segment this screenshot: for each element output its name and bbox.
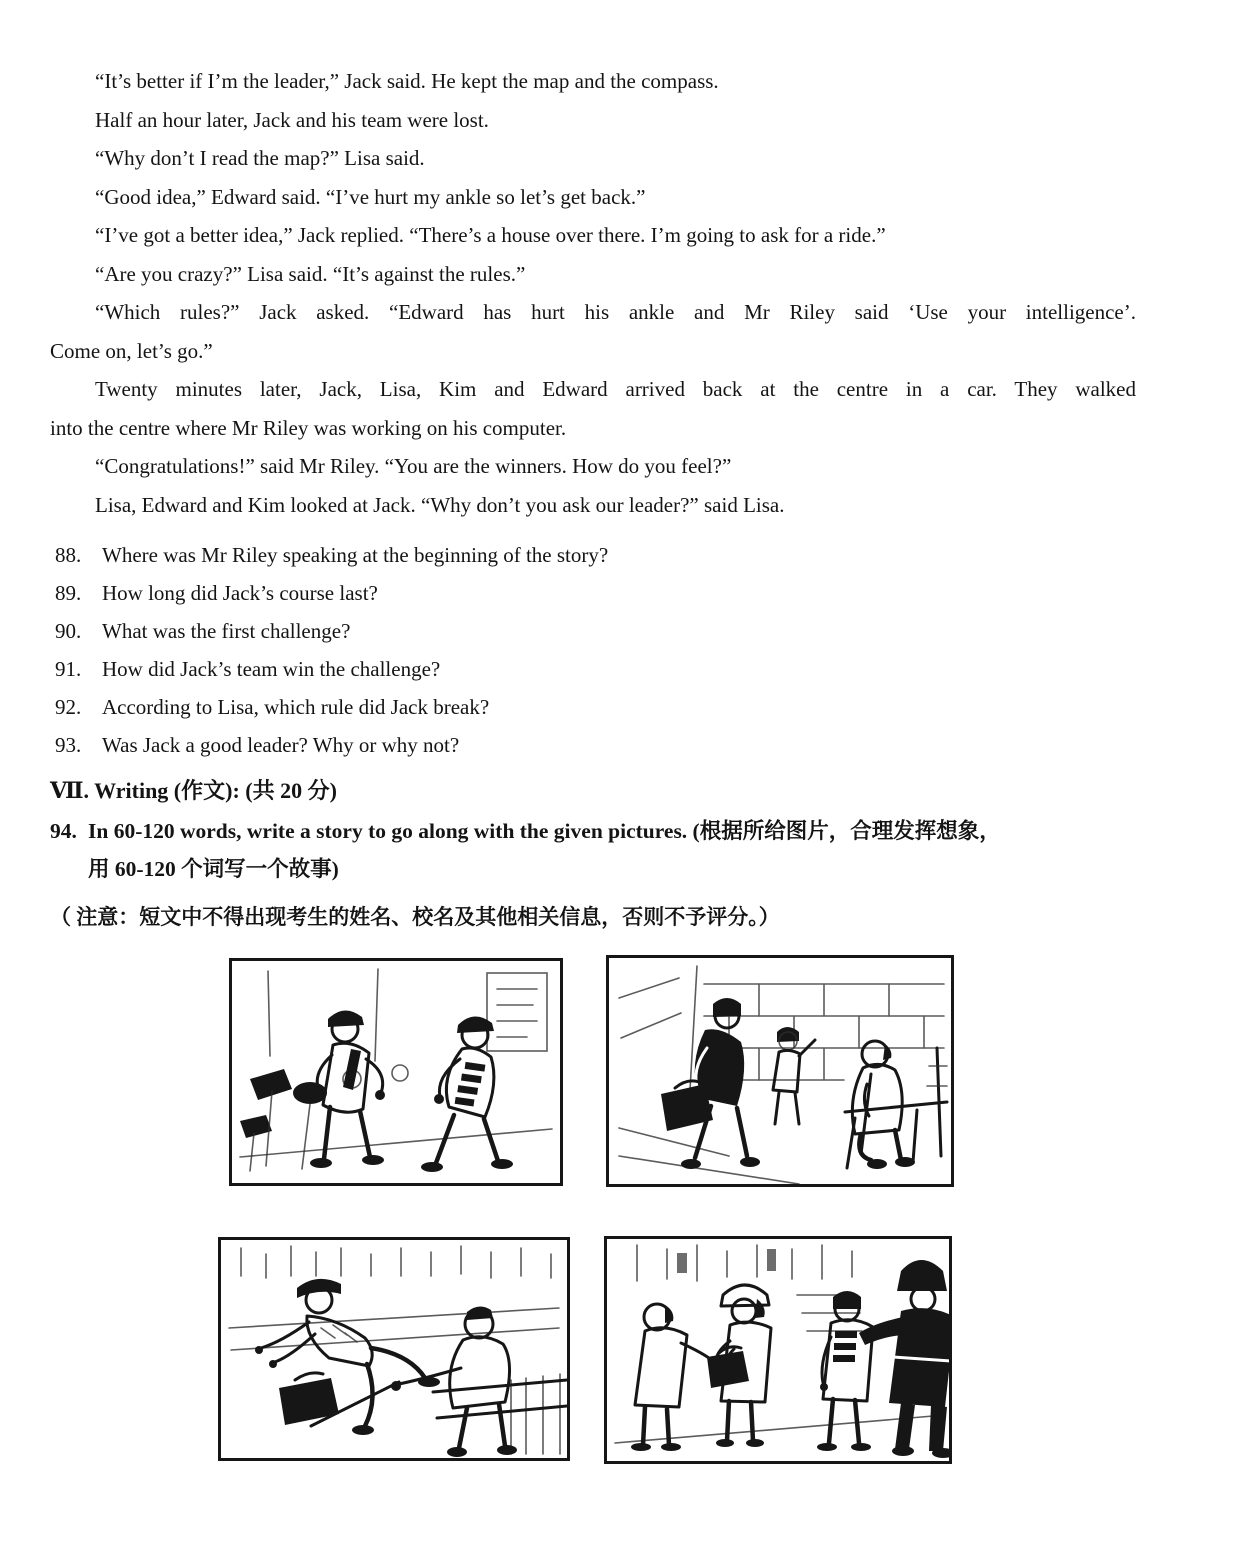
question-90 [50, 612, 1136, 650]
question-text: Was Jack a good leader? Why or why not? [102, 733, 460, 757]
question-number: 88. [55, 543, 82, 567]
striped-scarf [833, 1331, 857, 1362]
question-text: How long did Jack’s course last? [102, 581, 378, 605]
story-line: “Why don’t I read the map?” Lisa said. [95, 146, 425, 170]
striped-scarf [455, 1061, 486, 1107]
story-picture-1 [229, 958, 563, 1186]
question-91 [50, 650, 1136, 688]
street-background [615, 1245, 945, 1443]
question-92 [50, 688, 1136, 726]
writing-task-continuation: 用 60-120 个词写一个故事) [88, 857, 339, 881]
question-number: 91. [55, 657, 82, 681]
story-line: “Good idea,” Edward said. “I’ve hurt my ankle so let’s get back.” [95, 184, 646, 209]
question-text: Where was Mr Riley speaking at the beginning of the story? [102, 543, 609, 567]
question-88 [50, 536, 1136, 574]
thief-and-old-man-sketch [609, 958, 951, 1184]
story-line: “It’s better if I’m the leader,” Jack said. He kept the map and the compass. [95, 69, 719, 93]
writing-note: （ 注意：短文中不得出现考生的姓名、校名及其他相关信息，否则不予评分。） [50, 905, 780, 929]
question-89 [50, 574, 1136, 612]
question-text: What was the first challenge? [102, 619, 351, 643]
story-line: Twenty minutes later, Jack, Lisa, Kim and Edward arrived back at the centre in a car. They walked [95, 377, 1136, 401]
tripping-thief-sketch [221, 1240, 567, 1458]
park-background [229, 1246, 560, 1454]
story-line: “Congratulations!” said Mr Riley. “You are the winners. How do you feel?” [95, 454, 732, 478]
policeman-figure [859, 1260, 949, 1458]
question-number: 89. [55, 581, 82, 605]
story-picture-2 [606, 955, 954, 1187]
question-text: According to Lisa, which rule did Jack break? [102, 695, 490, 719]
thief-with-bag-figure [661, 998, 760, 1169]
thief-figure [817, 1291, 873, 1451]
walking-stick [861, 1074, 871, 1154]
reading-passage [50, 62, 1136, 524]
street-background [240, 969, 552, 1171]
second-boy-figure [421, 1016, 513, 1172]
text-column [50, 62, 1136, 936]
question-93 [50, 726, 1136, 764]
question-number: 92. [55, 695, 82, 719]
writing-section-heading: Ⅶ. Writing (作文): (共 20 分) [50, 778, 337, 803]
brick-wall-background [619, 966, 944, 1184]
story-line: Half an hour later, Jack and his team were lost. [95, 107, 489, 132]
story-picture-3 [218, 1237, 570, 1461]
question-text: How did Jack’s team win the challenge? [102, 657, 441, 681]
two-boys-street-sketch [232, 961, 560, 1183]
arrest-and-return-sketch [607, 1239, 949, 1461]
question-number: 93. [55, 733, 82, 757]
story-line: “I’ve got a better idea,” Jack replied. “There’s a house over there. I’m going to ask for a ride.” [95, 223, 886, 247]
question-list [50, 536, 1136, 764]
task-text-line1: In 60-120 words, write a story to go along with the given pictures. (根据所给图片，合理发挥想象， [88, 819, 1001, 843]
story-line: “Are you crazy?” Lisa said. “It’s against the rules.” [95, 261, 526, 286]
story-line: Lisa, Edward and Kim looked at Jack. “Why don’t you ask our leader?” said Lisa. [95, 492, 785, 517]
story-line: Come on, let’s go.” [50, 338, 213, 363]
story-picture-4 [604, 1236, 952, 1464]
question-number: 90. [55, 619, 82, 643]
writing-task [50, 812, 1136, 850]
task-number: 94. [50, 819, 77, 843]
old-man-on-bench-figure [845, 1041, 947, 1169]
story-line: into the centre where Mr Riley was working on his computer. [50, 415, 567, 440]
story-line: “Which rules?” Jack asked. “Edward has hurt his ankle and Mr Riley said ‘Use your intelligence’. [95, 300, 1136, 324]
falling-thief-figure [255, 1279, 440, 1435]
